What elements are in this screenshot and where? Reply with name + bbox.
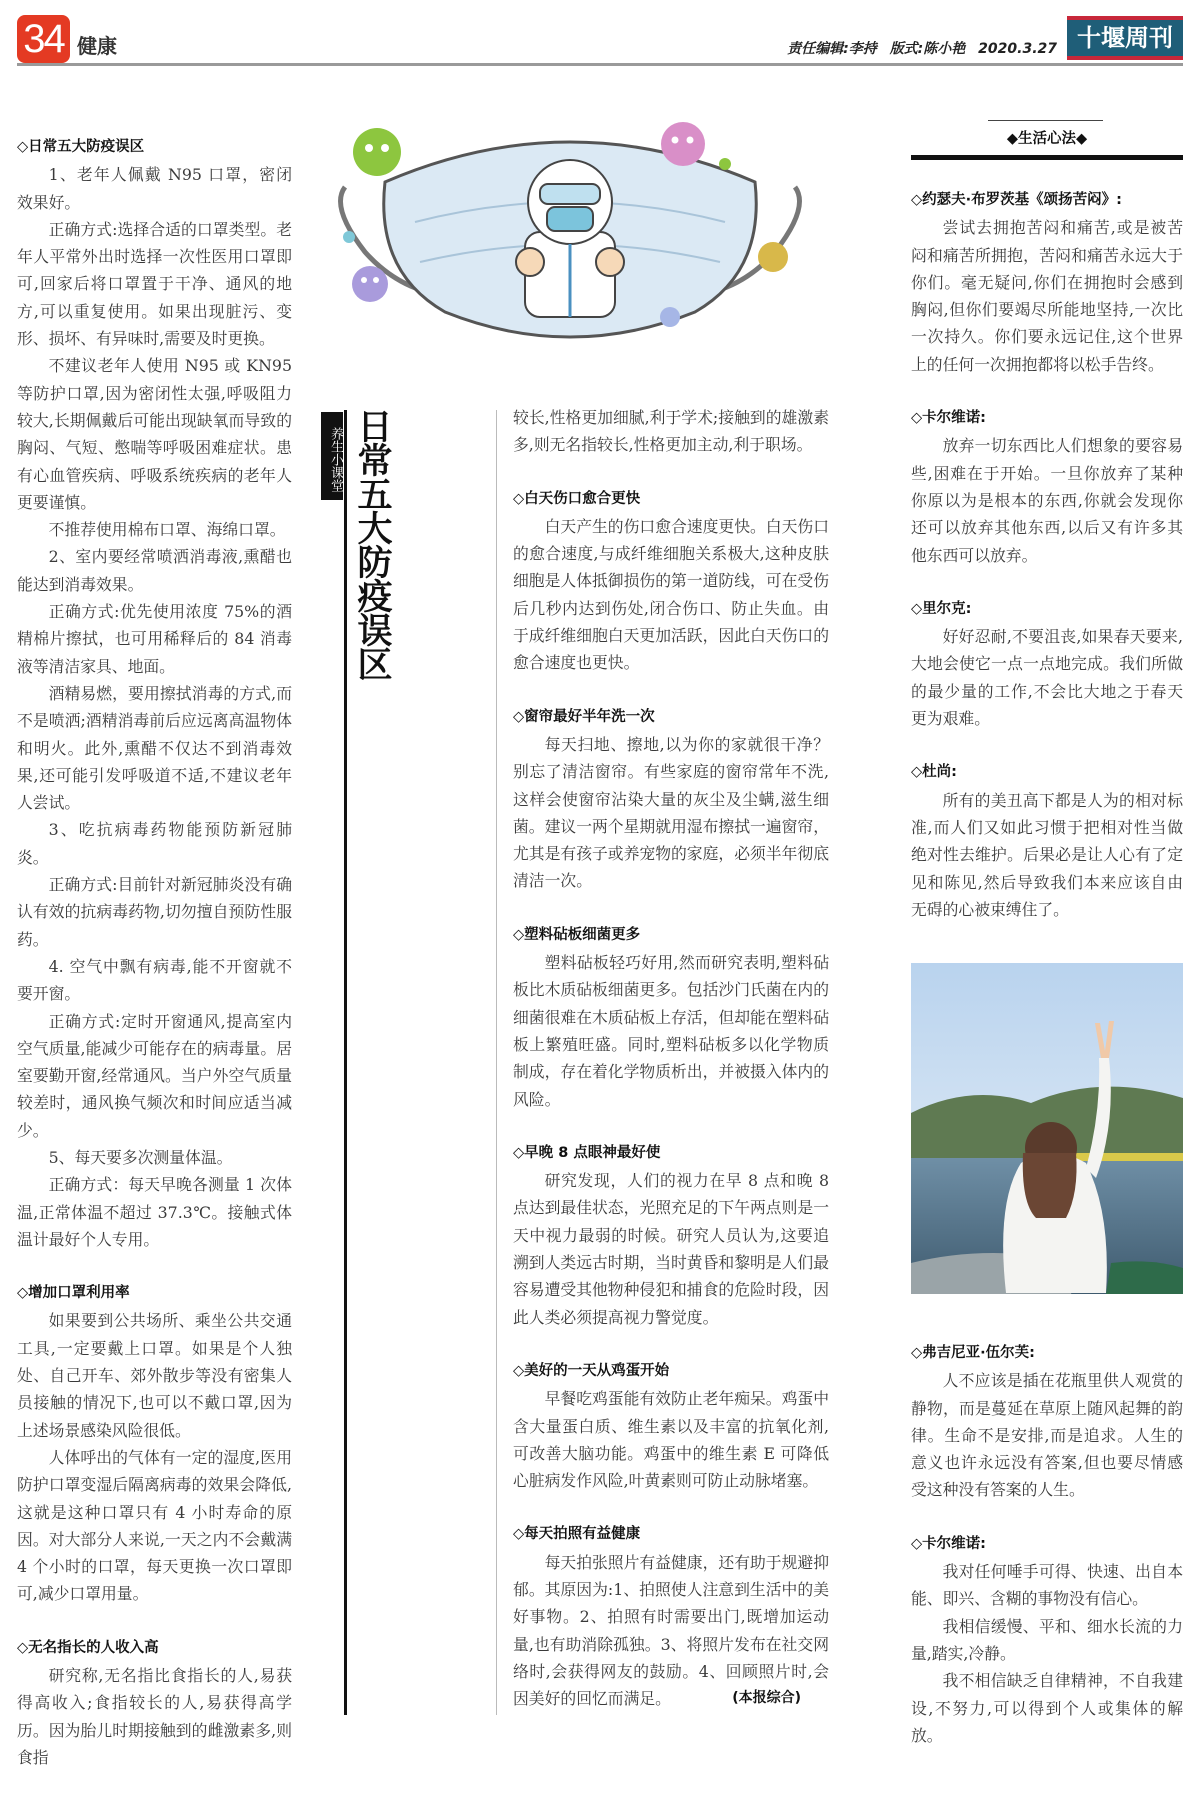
section-heading: ◇美好的一天从鸡蛋开始	[513, 1362, 670, 1379]
section-name: 健康	[77, 34, 117, 58]
paragraph: 5、每天要多次测量体温。	[48, 1147, 233, 1167]
section-heading: ◇无名指长的人收入高	[17, 1639, 159, 1656]
paragraph	[513, 1549, 829, 1713]
virus-yellow-icon	[758, 242, 788, 272]
quote-text: 我相信缓慢、平和、细水长流的力量,踏实,冷静。	[911, 1616, 1183, 1663]
column-kicker: 养生小课堂	[321, 412, 343, 500]
column-header-thick-rule	[911, 155, 1183, 160]
virus-green-icon	[353, 128, 401, 176]
article-section	[513, 1140, 829, 1331]
page-number-badge: 34	[17, 15, 70, 63]
photo-woman-by-lake	[911, 963, 1183, 1294]
section-heading: ◇增加口罩利用率	[17, 1285, 130, 1302]
column-divider	[496, 410, 497, 1715]
paragraph: 正确方式:选择合适的口罩类型。老年人平常外出时选择一次性医用口罩即可,回家后将口罩置于干净、通风的地方,可以重复使用。如果出现脏污、变形、损坏、有异味时,需要及时更换。	[17, 219, 292, 349]
quote-section	[911, 187, 1183, 378]
column-divider	[344, 410, 347, 1715]
quote-text: 放弃一切东西比人们想象的要容易些,困难在于开始。一旦你放弃了某种你原以为是根本的东西,你就会发现你还可以放弃其他东西,以后又有许多其他东西可以放弃。	[911, 436, 1183, 565]
quote-section	[911, 1340, 1183, 1504]
column-2	[513, 404, 829, 1739]
section-heading: ◇窗帘最好半年洗一次	[513, 708, 655, 725]
paragraph: 4. 空气中飘有病毒,能不开窗就不要开窗。	[17, 956, 292, 1004]
virus-pink-icon	[661, 122, 705, 166]
layout-editor: 版式:陈小艳	[889, 41, 966, 57]
quote-section	[911, 759, 1183, 923]
quote-author: ◇杜尚:	[911, 764, 957, 781]
source-credit: (本报综合)	[732, 1690, 801, 1707]
article-section	[17, 1635, 292, 1771]
quote-text: 所有的美丑高下都是人为的相对标准,而人们又如此习惯于把相对性当做绝对性去维护。后果必是让人心有了定见和陈见,然后导致我们本来应该自由无碍的心被束缚住了。	[911, 790, 1183, 919]
column-title: ◆生活心法◆	[1006, 131, 1088, 147]
paragraph: 白天产生的伤口愈合速度更快。白天伤口的愈合速度,与成纤维细胞关系极大,这种皮肤细胞是人体抵御损伤的第一道防线，可在受伤后几秒内达到伤处,闭合伤口、防止失血。由于成纤维细胞白天更加活跃，因此白天伤口的愈合速度也更快。	[513, 516, 829, 673]
quote-author: ◇弗吉尼亚·伍尔芙:	[911, 1345, 1035, 1361]
article-section	[513, 486, 829, 677]
paragraph: 酒精易燃，要用擦拭消毒的方式,而不是喷洒;酒精消毒前后应远离高温物体和明火。此外,熏醋不仅达不到消毒效果,还可能引发呼吸道不适,不建议老年人尝试。	[17, 683, 292, 813]
quote-author: ◇约瑟夫·布罗茨基《颂扬苦闷》:	[911, 192, 1122, 208]
paragraph: 不推荐使用棉布口罩、海绵口罩。	[48, 520, 286, 540]
section-heading: ◇白天伤口愈合更快	[513, 490, 641, 507]
quote-author: ◇里尔克:	[911, 600, 972, 617]
column-header-rule	[988, 120, 1103, 121]
quote-text: 尝试去拥抱苦闷和痛苦,或是被苦闷和痛苦所拥抱，苦闷和痛苦永远大于你们。毫无疑问,你们在拥抱时会感到胸闷,但你们要竭尽所能地坚持,一次比一次持久。你们要永远记住,这个世界上的任何一次拥抱都将以松手告终。	[911, 218, 1183, 374]
paragraph: 正确方式:优先使用浓度 75%的酒精棉片擦拭，也可用稀释后的 84 消毒液等清洁家具、地面。	[17, 602, 292, 676]
article-section	[513, 1521, 829, 1712]
paragraph: 研究发现，人们的视力在早 8 点和晚 8 点达到最佳状态，光照充足的下午两点则是一天中视力最弱的时候。研究人员认为,这要追溯到人类远古时期，当时黄昏和黎明是人们最容易遭受其他物种侵犯和捕食的危险时段，因此人类必须提高视力警觉度。	[513, 1171, 829, 1327]
article-section	[17, 1280, 292, 1608]
editor: 责任编辑:李持	[787, 41, 877, 57]
column-1	[17, 134, 292, 1798]
paragraph: 较长,性格更加细腻,利于学术;接触到的雄激素多,则无名指较长,性格更加主动,利于职场。	[513, 408, 829, 455]
article-section	[513, 704, 829, 895]
paragraph: 研究称,无名指比食指长的人,易获得高收入;食指较长的人,易获得高学历。因为胎儿时期接触到的雌激素多,则食指	[17, 1666, 292, 1767]
paragraph: 不建议老年人使用 N95 或 KN95 等防护口罩,因为密闭性太强,呼吸阻力较大,长期佩戴后可能出现缺氧而导致的胸闷、气短、憋喘等呼吸困难症状。患有心血管疾病、呼吸系统疾病的老年人更要谨慎。	[17, 356, 292, 512]
paragraph: 如果要到公共场所、乘坐公共交通工具,一定要戴上口罩。如果是个人独处、自己开车、郊外散步等没有密集人员接触的情况下,也可以不戴口罩,因为上述场景感染风险很低。	[17, 1311, 292, 1440]
paragraph: 每天扫地、擦地,以为你的家就很干净？别忘了清洁窗帘。有些家庭的窗帘常年不洗,这样会使窗帘沾染大量的灰尘及尘螨,滋生细菌。建议一两个星期就用湿布擦拭一遍窗帘，尤其是有孩子或养宠物的家庭，必须半年彻底清洁一次。	[513, 734, 829, 891]
column-3-lower	[911, 1340, 1183, 1776]
editor-credits	[779, 38, 1057, 58]
feature-title: 日常五大防疫误区	[352, 408, 393, 680]
paragraph-text: 每天拍张照片有益健康，还有助于规避抑郁。其原因为:1、拍照使人注意到生活中的美好事物。2、拍照有时需要出门,既增加运动量,也有助消除孤独。3、将照片发布在社交网络时,会获得网友的鼓励。4、回顾照片时,会因美好的回忆而满足。	[513, 1552, 829, 1709]
section-heading: ◇日常五大防疫误区	[17, 139, 145, 155]
quote-text: 人不应该是插在花瓶里供人观赏的静物，而是蔓延在草原上随风起舞的韵律。生命不是安排,而是追求。人生的意义也许永远没有答案,但也要尽情感受这种没有答案的人生。	[911, 1371, 1183, 1500]
quote-section	[911, 405, 1183, 569]
quote-text: 好好忍耐,不要沮丧,如果春天要来,大地会使它一点一点地完成。我们所做的最少量的工作,不会比大地之于春天更为艰难。	[911, 627, 1183, 729]
article-continuation	[513, 404, 829, 459]
paragraph: 正确方式：每天早晚各测量 1 次体温,正常体温不超过 37.3℃。接触式体温计最好个人专用。	[17, 1175, 292, 1249]
quote-section	[911, 596, 1183, 732]
quote-section	[911, 1531, 1183, 1749]
quote-text: 我不相信缺乏自律精神，不自我建设,不努力,可以得到个人或集体的解放。	[911, 1671, 1183, 1745]
mask-doctor-illustration	[325, 112, 815, 357]
quote-author: ◇卡尔维诺:	[911, 1535, 986, 1552]
article-section	[513, 1358, 829, 1494]
virus-purple-icon	[352, 266, 388, 302]
paragraph: 正确方式:目前针对新冠肺炎没有确认有效的抗病毒药物,切勿擅自预防性服药。	[17, 875, 292, 949]
header-divider	[17, 63, 1183, 66]
issue-date: 2020.3.27	[978, 41, 1057, 57]
paragraph: 2、室内要经常喷洒消毒液,熏醋也能达到消毒效果。	[17, 547, 292, 594]
column-3	[911, 187, 1183, 950]
paragraph: 人体呼出的气体有一定的湿度,医用防护口罩变湿后隔离病毒的效果会降低,这就是这种口罩只有 4 小时寿命的原因。对大部分人来说,一天之内不会戴满 4 个小时的口罩，每天更换一次口罩即可,减少口罩用量。	[17, 1447, 292, 1604]
section-heading: ◇早晚 8 点眼神最好使	[513, 1144, 661, 1161]
article-section	[17, 134, 292, 1253]
section-heading: ◇塑料砧板细菌更多	[513, 926, 641, 943]
quote-author: ◇卡尔维诺:	[911, 410, 986, 427]
paragraph: 塑料砧板轻巧好用,然而研究表明,塑料砧板比木质砧板细菌更多。包括沙门氏菌在内的细菌很难在木质砧板上存活，但却能在塑料砧板上繁殖旺盛。同时,塑料砧板多以化学物质制成，存在着化学物质析出，并被摄入体内的风险。	[513, 953, 829, 1109]
newspaper-logo: 十堰周刊	[1067, 16, 1183, 60]
section-heading: ◇每天拍照有益健康	[513, 1526, 641, 1543]
paragraph: 1、老年人佩戴 N95 口罩，密闭效果好。	[17, 165, 292, 212]
paragraph: 早餐吃鸡蛋能有效防止老年痴呆。鸡蛋中含大量蛋白质、维生素以及丰富的抗氧化剂,可改善大脑功能。鸡蛋中的维生素 E 可降低心脏病发作风险,叶黄素则可防止动脉堵塞。	[513, 1389, 829, 1491]
quote-text: 我对任何唾手可得、快速、出自本能、即兴、含糊的事物没有信心。	[911, 1562, 1183, 1609]
paragraph: 正确方式:定时开窗通风,提高室内空气质量,能减少可能存在的病毒量。居室要勤开窗,经常通风。当户外空气质量较差时，通风换气频次和时间应适当减少。	[17, 1011, 292, 1140]
article-section	[513, 922, 829, 1113]
paragraph: 3、吃抗病毒药物能预防新冠肺炎。	[17, 820, 292, 867]
